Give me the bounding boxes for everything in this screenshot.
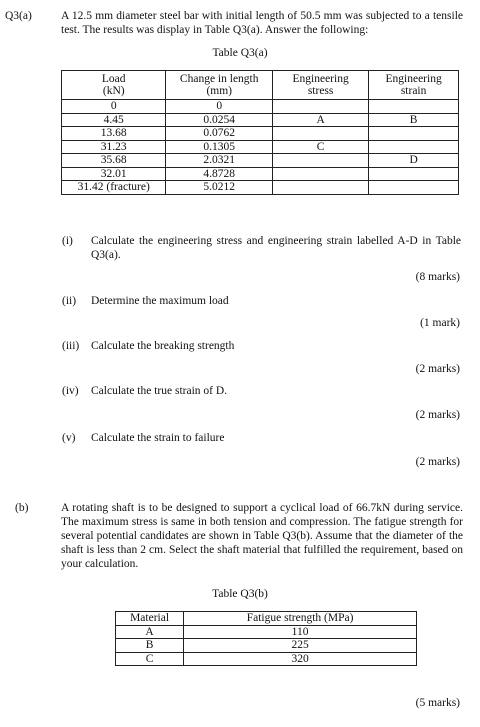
table-cell: C [273,140,369,154]
table-cell: 31.23 [62,140,166,154]
item-number: (ii) [62,295,77,307]
table-cell: 13.68 [62,127,166,141]
header-load: Load (kN) [62,71,166,100]
marks-label: (2 marks) [415,409,460,421]
item-number: (iv) [62,385,79,397]
table-cell: C [116,652,184,666]
item-text: Calculate the strain to failure [91,432,225,444]
header-fatigue-strength: Fatigue strength (MPa) [184,612,417,626]
marks-label: (1 mark) [420,317,460,329]
marks-label: (2 marks) [415,456,460,468]
item-text: Calculate the true strain of D. [91,385,228,397]
table-cell: 320 [184,652,417,666]
table-cell [369,167,459,181]
table-cell: 35.68 [62,154,166,168]
header-engineering-stress: Engineering stress [273,71,369,100]
item-text: Determine the maximum load [91,295,229,307]
table-cell: 0 [166,100,273,114]
table-b-caption: Table Q3(b) [212,588,268,600]
table-cell [273,167,369,181]
table-cell: 2.0321 [166,154,273,168]
table-cell: B [369,113,459,127]
question-b-label: (b) [15,502,29,514]
table-a-caption: Table Q3(a) [212,47,268,59]
table-cell [273,100,369,114]
table-cell: 5.0212 [166,181,273,195]
table-cell [369,127,459,141]
table-cell: 0.1305 [166,140,273,154]
table-cell: 4.8728 [166,167,273,181]
table-row [62,113,459,127]
question-b-marks: (5 marks) [415,697,460,709]
header-material: Material [116,612,184,626]
table-row [62,100,459,114]
table-cell: B [116,639,184,653]
table-row [116,625,417,639]
table-cell: 110 [184,625,417,639]
table-cell [273,181,369,195]
table-cell: A [116,625,184,639]
table-row [116,639,417,653]
table-row [62,154,459,168]
item-number: (i) [62,235,73,247]
table-cell: A [273,113,369,127]
header-change-in-length: Change in length (mm) [166,71,273,100]
table-cell [369,140,459,154]
header-engineering-strain: Engineering strain [369,71,459,100]
marks-label: (2 marks) [415,363,460,375]
table-cell [369,181,459,195]
table-cell [273,154,369,168]
item-number: (iii) [62,340,80,352]
table-row [62,181,459,195]
table-cell [369,100,459,114]
table-row [62,167,459,181]
question-b-text: A rotating shaft is to be designed to support a cyclical load of 66.7kN during service. The maximum stress is same in both tension and compression. The fatigue strength for several potential candidates are shown in Table Q3(b). Assume that the diameter of the shaft is less than 2 cm. Select the shaft material that fulfilled the requirement, based on your calculation. [61,502,463,570]
table-row [116,652,417,666]
table-q3a [61,70,459,195]
table-cell: 0.0762 [166,127,273,141]
table-cell: 32.01 [62,167,166,181]
table-cell: 31.42 (fracture) [62,181,166,195]
table-cell [273,127,369,141]
marks-label: (8 marks) [415,271,460,283]
table-cell: 0 [62,100,166,114]
question-a-text: A 12.5 mm diameter steel bar with initial length of 50.5 mm was subjected to a tensile test. The results was display in Table Q3(a). Answer the following: [61,10,463,36]
table-row [62,140,459,154]
table-row [62,127,459,141]
table-cell: 225 [184,639,417,653]
table-cell: 0.0254 [166,113,273,127]
question-a-label: Q3(a) [5,10,32,22]
item-number: (v) [62,432,76,444]
table-q3b [115,611,417,666]
item-text: Calculate the breaking strength [91,340,235,352]
table-cell: D [369,154,459,168]
table-cell: 4.45 [62,113,166,127]
item-text: Calculate the engineering stress and engineering strain labelled A-D in Table Q3(a). [91,235,461,261]
